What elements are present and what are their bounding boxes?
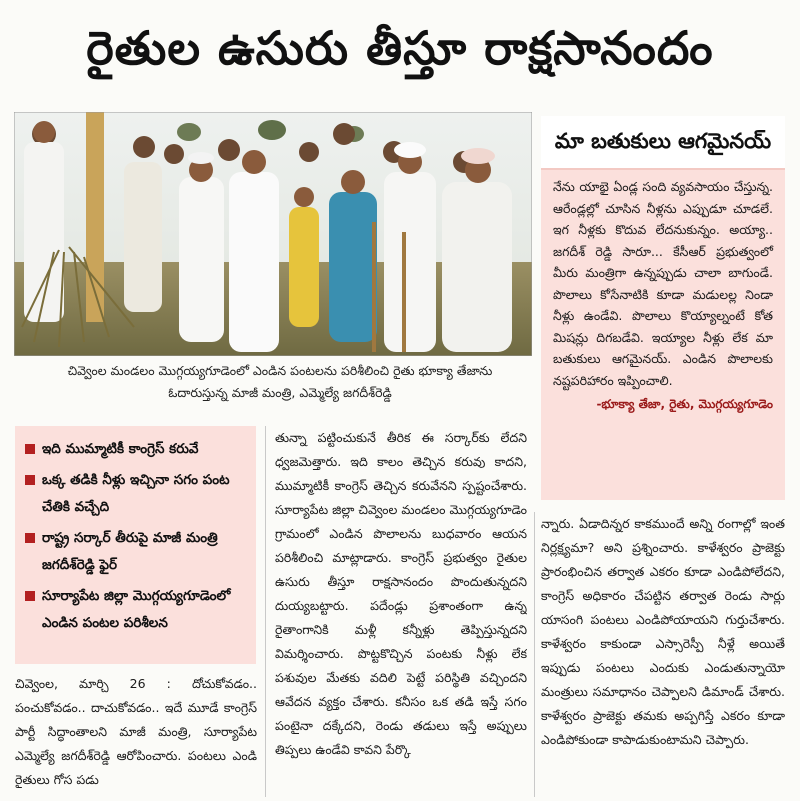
highlight-item <box>25 583 246 637</box>
quote-body: నేను యాభై ఏండ్ల సంది వ్యవసాయం చేస్తున్న. ఆరేండ్లల్లో చూసిన నీళ్లను ఎప్పుడూ చూడలే. ఇగ నీళ్లకు కొదువ లేదనుకున్నం. అయ్యా.. జగదీశ్‌ రెడ్డి సారూ... కేసీఆర్‌ ప్రభుత్వంలో మీరు మంత్రిగా ఉన్నప్పుడు చాలా బాగుండే. పొలాలు కోసేనాటికి కూడా మడులల్ల నిండా నీళ్లు ఉండేవి. పొలాలు కొయ్యాల్నంటే కోత మిషన్లు దిగబడేవి. ఇయ్యాల నీళ్లు లేక మా బతుకులు ఆగమైనయ్‌. ఎండిన పొలాలకు నష్టపరిహారం ఇప్పించాలి. <box>553 179 773 388</box>
article-column-2: తున్నా పట్టించుకునే తీరిక ఈ సర్కార్‌కు లేదని ధ్వజమెత్తారు. ఇది కాలం తెచ్చిన కరువు కాదని, ముమ్మాటికీ కాంగ్రెస్‌ తెచ్చిన కరువేనని స్పష్టంచేశారు. సూర్యాపేట జిల్లా చివ్వెంల మండలం మొగ్గయ్యగూడెం గ్రామంలో ఎండిన పొలాలను బుధవారం ఆయన పరిశీలించి మాట్లాడారు. కాంగ్రెస్‌ ప్రభుత్వం రైతుల ఉసురు తీస్తూ రాక్షసానందం పొందుతున్నదని దుయ్యబట్టారు. పదేండ్లు ప్రశాంతంగా ఉన్న రైతాంగానికి మళ్లీ కన్నీళ్లు తెప్పిస్తున్నదని విమర్శించారు. పొట్టకొచ్చిన పంటకు నీళ్లు లేక పశువుల మేతకు వదిలి పెట్టే పరిస్థితి వచ్చిందని ఆవేదన వ్యక్తం చేశారు. కనీసం ఒక తడి ఇస్తే సగం పంటైనా దక్కేదని, రెండు తడులు ఇస్తే అప్పులు తిప్పలు ఉండేవి కావని పేర్కొ <box>275 430 527 757</box>
square-bullet-icon <box>25 444 35 454</box>
article-column-1: చివ్వెంల, మార్చి 26 : దోచుకోవడం.. పంచుకోవడం.. దాచుకోవడం.. ఇదే మూడే కాంగ్రెస్‌ పార్టీ సిద్ధాంతాలని మాజీ మంత్రి, సూర్యాపేట ఎమ్మెల్యే జగదీశ్‌రెడ్డి ఆరోపించారు. పంటలు ఎండి రైతులు గోస పడు <box>15 676 257 787</box>
quote-signature: -భూక్యా తేజా, రైతు, మొగ్గయ్యగూడెం <box>596 397 773 411</box>
highlight-text: ఒక్క తడికి నీళ్లు ఇచ్చినా సగం పంట చేతికి వచ్చేది <box>42 472 230 515</box>
photo-caption: చివ్వెంల మండలం మొగ్గయ్యగూడెంలో ఎండిన పంటలను పరిశీలించి రైతు భూక్యా తేజాను ఓదారుస్తున్న మాజీ మంత్రి, ఎమ్మెల్యే జగదీశ్‌రెడ్డి <box>67 363 493 400</box>
article-column-3: న్నారు. ఏడాదిన్నర కాకముందే అన్ని రంగాల్లో ఇంత నిర్లక్ష్యమా? అని ప్రశ్నించారు. కాళేశ్వరం ప్రాజెక్టు ప్రారంభించిన తర్వాత ఎకరం కూడా ఎండిపోలేదని, కాంగ్రెస్‌ అధికారం చేపట్టిన తర్వాత రెండు సార్లు యాసంగి పంటలు ఎండిపోయాయని గుర్తుచేశారు. కాళేశ్వరం కాకుండా ఎస్సారెస్పీ నీళ్లే అయితే ఇప్పుడు పంటలు ఎందుకు ఎండుతున్నాయో మంత్రులు సమాధానం చెప్పాలని డిమాండ్‌ చేశారు. కాళేశ్వరం ప్రాజెక్టు తమకు అప్పగిస్తే ఎకరం కూడా ఎండిపోకుండా కాపాడుకుంటామని చెప్పారు. <box>541 516 785 747</box>
square-bullet-icon <box>25 475 35 485</box>
square-bullet-icon <box>25 533 35 543</box>
highlights-box <box>15 426 256 664</box>
news-photo <box>14 112 532 356</box>
quote-title: మా బతుకులు ఆగమైనయ్‌ <box>554 129 772 153</box>
highlight-text: ఇది ముమ్మాటికీ కాంగ్రెస్‌ కరువే <box>42 441 199 457</box>
highlight-item <box>25 525 246 579</box>
highlight-item <box>25 436 246 463</box>
column-divider <box>265 426 266 797</box>
square-bullet-icon <box>25 591 35 601</box>
farmer-quote-box <box>541 116 785 500</box>
highlight-text: రాష్ట్ర సర్కార్‌ తీరుపై మాజీ మంత్రి జగదీశ్‌రెడ్డి ఫైర్‌ <box>42 530 218 573</box>
highlight-text: సూర్యాపేట జిల్లా మొగ్గయ్యగూడెంలో ఎండిన పంటల పరిశీలన <box>42 588 231 631</box>
column-divider <box>534 512 535 797</box>
highlight-item <box>25 467 246 521</box>
headline: రైతుల ఉసురు తీస్తూ రాక్షసానందం <box>86 21 714 75</box>
